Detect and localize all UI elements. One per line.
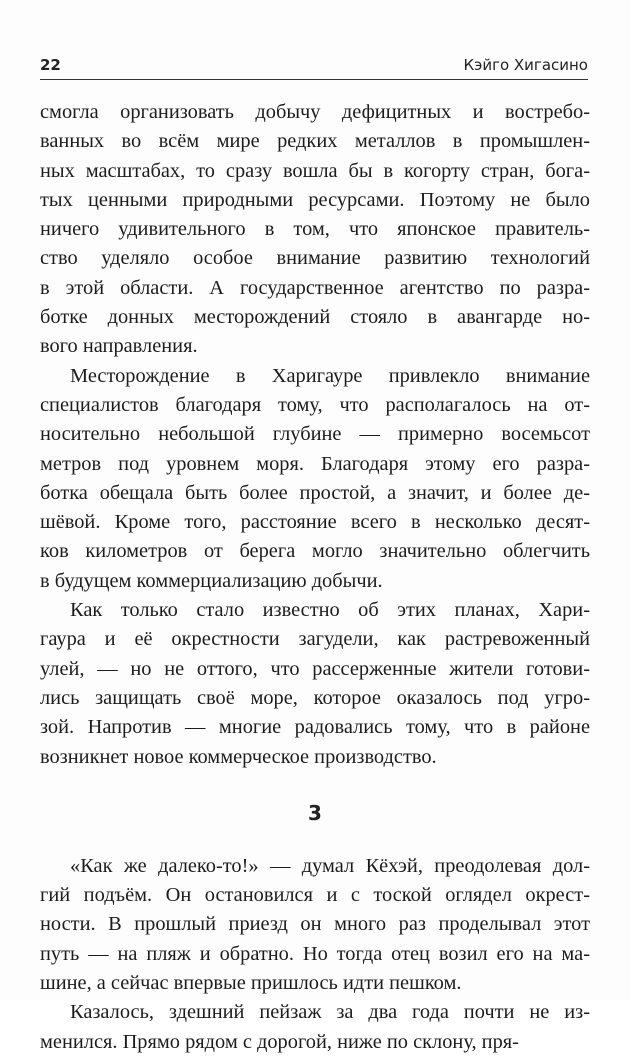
text-line: в этой области. А государственное агентство по разра- [40,276,590,299]
text-line: ности. В прошлый приезд он много раз проделывал этот [40,913,590,936]
text-line: ничего удивительного в том, что японское правитель- [40,218,590,241]
text-line: ботке донных месторождений стояло в авангарде но- [40,306,590,329]
text-line: ство уделяло особое внимание развитию технологий [40,247,590,270]
text-line: Месторождение в Харигауре привлекло внимание [70,364,590,387]
paragraph [40,998,590,1057]
text-line: тых ценными природными ресурсами. Поэтому не было [40,188,590,211]
paragraph [40,852,590,998]
text-line: шёвой. Кроме того, расстояние всего в несколько десят- [40,511,590,534]
text-line: зой. Напротив — многие радовались тому, что в районе [40,716,590,739]
text-line: Казалось, здешний пейзаж за два года почти не из- [70,1001,590,1024]
text-line: ков километров от берега могло значительно облегчить [40,540,590,563]
page-header [40,50,588,80]
page-number: 22 [40,56,61,74]
text-line: менился. Прямо рядом с дорогой, ниже по склону, пря- [40,1030,519,1053]
paragraph [40,362,590,596]
text-line: ных масштабах, то сразу вошла бы в когорту стран, бога- [40,159,590,182]
text-line: вого направления. [40,335,198,358]
text-line: ванных во всём мире редких металлов в промышлен- [40,130,590,153]
text-line: шине, а сейчас впервые пришлось идти пешком. [40,972,462,995]
text-line: улей, — но не оттого, что рассерженные жители готови- [40,657,590,680]
section-number: 3 [308,800,322,825]
text-line: специалистов благодаря тому, что располагалось на от- [40,393,590,416]
text-line: Как только стало известно об этих планах, Хари- [70,599,590,622]
text-line: возникнет новое коммерческое производство. [40,745,437,768]
text-line: путь — на пляж и обратно. Но тогда отец возил его на ма- [40,942,590,965]
paragraph [40,596,590,772]
text-line: метров под уровнем моря. Благодаря этому его разра- [40,452,590,475]
text-line: ботка обещала быть более простой, а значит, и более де- [40,481,590,504]
text-line: смогла организовать добычу дефицитных и востребо- [40,101,590,123]
body-text [40,98,590,1057]
header-rule [40,79,588,80]
running-head-author: Кэйго Хигасино [463,56,588,74]
text-block-after-section [40,852,590,1057]
text-line: гаура и её окрестности загудели, как растревоженный [40,628,590,651]
text-block-before-section [40,98,590,772]
text-line: в будущем коммерциализацию добычи. [40,569,383,592]
text-line: гий подъём. Он остановился и с тоской оглядел окрест- [40,884,590,907]
text-line: носительно небольшой глубине — примерно восемьсот [40,423,590,446]
paragraph [40,98,590,362]
text-line: «Как же далеко-то!» — думал Кёхэй, преодолевая дол- [70,854,590,877]
text-line: лись защищать своё море, которое оказалось под угро- [40,686,590,709]
